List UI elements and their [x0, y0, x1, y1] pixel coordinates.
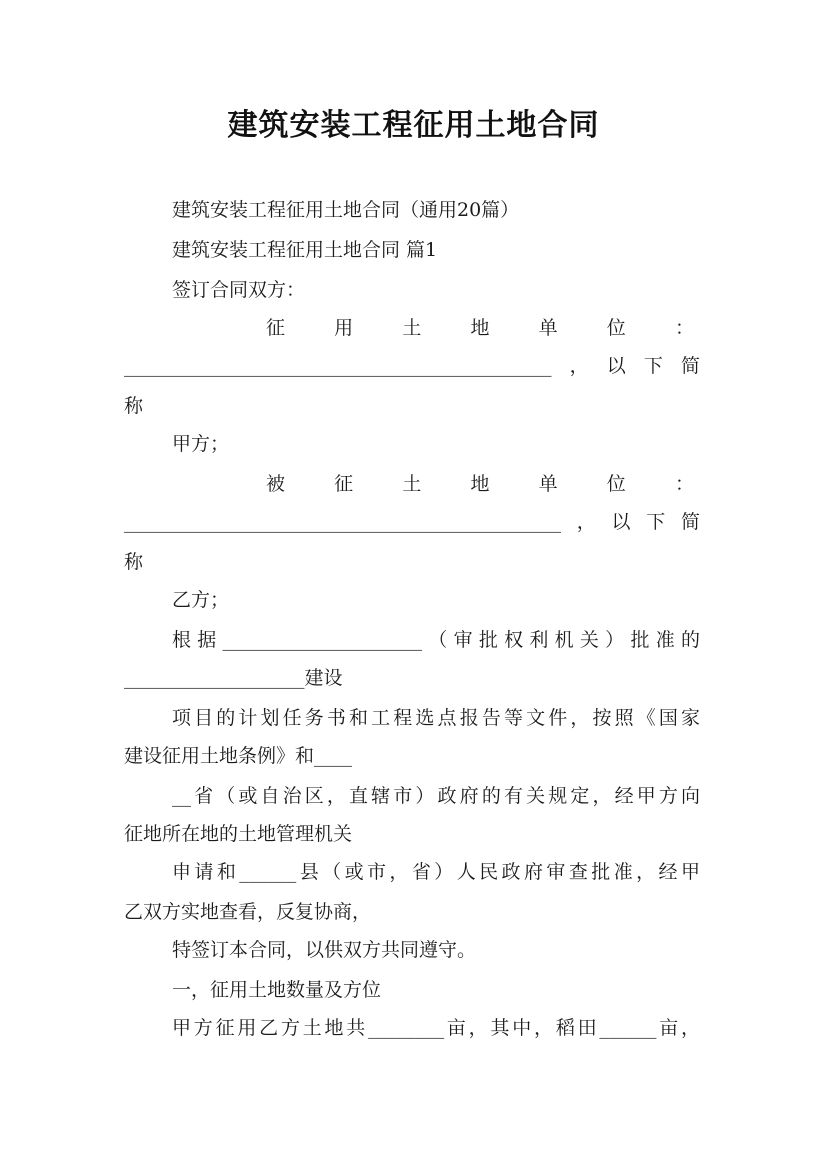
- paragraph-line: 甲方征用乙方土地共________亩，其中，稻田______亩，: [172, 1017, 700, 1039]
- paragraph-line: 征地所在地的土地管理机关: [124, 823, 353, 845]
- document-title: 建筑安装工程征用土地合同: [227, 108, 600, 143]
- paragraph-line: 根据_____________________（审批权利机关）批准的: [172, 629, 700, 651]
- contract-heading: 建筑安装工程征用土地合同（通用20篇）: [172, 199, 520, 221]
- party-b-label: 乙方；: [172, 589, 230, 611]
- paragraph-line: ___________________建设: [124, 667, 343, 689]
- paragraph-line: 申请和______县（或市，省）人民政府审查批准，经甲: [172, 861, 700, 883]
- paragraph-line: 特签订本合同，以供双方共同遵守。: [172, 939, 477, 961]
- party-a-blank-line: _____________________________________________，以下简: [124, 355, 700, 377]
- requisitioned-unit-label: 被 征 土 地 单 位 ：: [266, 473, 694, 495]
- paragraph-line: 项目的计划任务书和工程选点报告等文件，按照《国家: [172, 707, 700, 729]
- party-a-label: 甲方；: [172, 433, 230, 455]
- paragraph-line: 乙双方实地查看，反复协商，: [124, 901, 372, 923]
- section-heading: 建筑安装工程征用土地合同 篇1: [172, 239, 438, 261]
- clause-heading: 一，征用土地数量及方位: [172, 979, 382, 1001]
- paragraph-line: 称: [124, 395, 144, 417]
- paragraph-line: 建设征用土地条例》和____: [124, 745, 353, 767]
- parties-label: 签订合同双方：: [172, 279, 306, 301]
- requisition-unit-label: 征 用 土 地 单 位 ：: [266, 317, 694, 339]
- party-b-blank-line: ______________________________________________，以下简: [124, 511, 700, 533]
- paragraph-line: __省（或自治区，直辖市）政府的有关规定，经甲方向: [172, 785, 700, 807]
- paragraph-line: 称: [124, 551, 144, 573]
